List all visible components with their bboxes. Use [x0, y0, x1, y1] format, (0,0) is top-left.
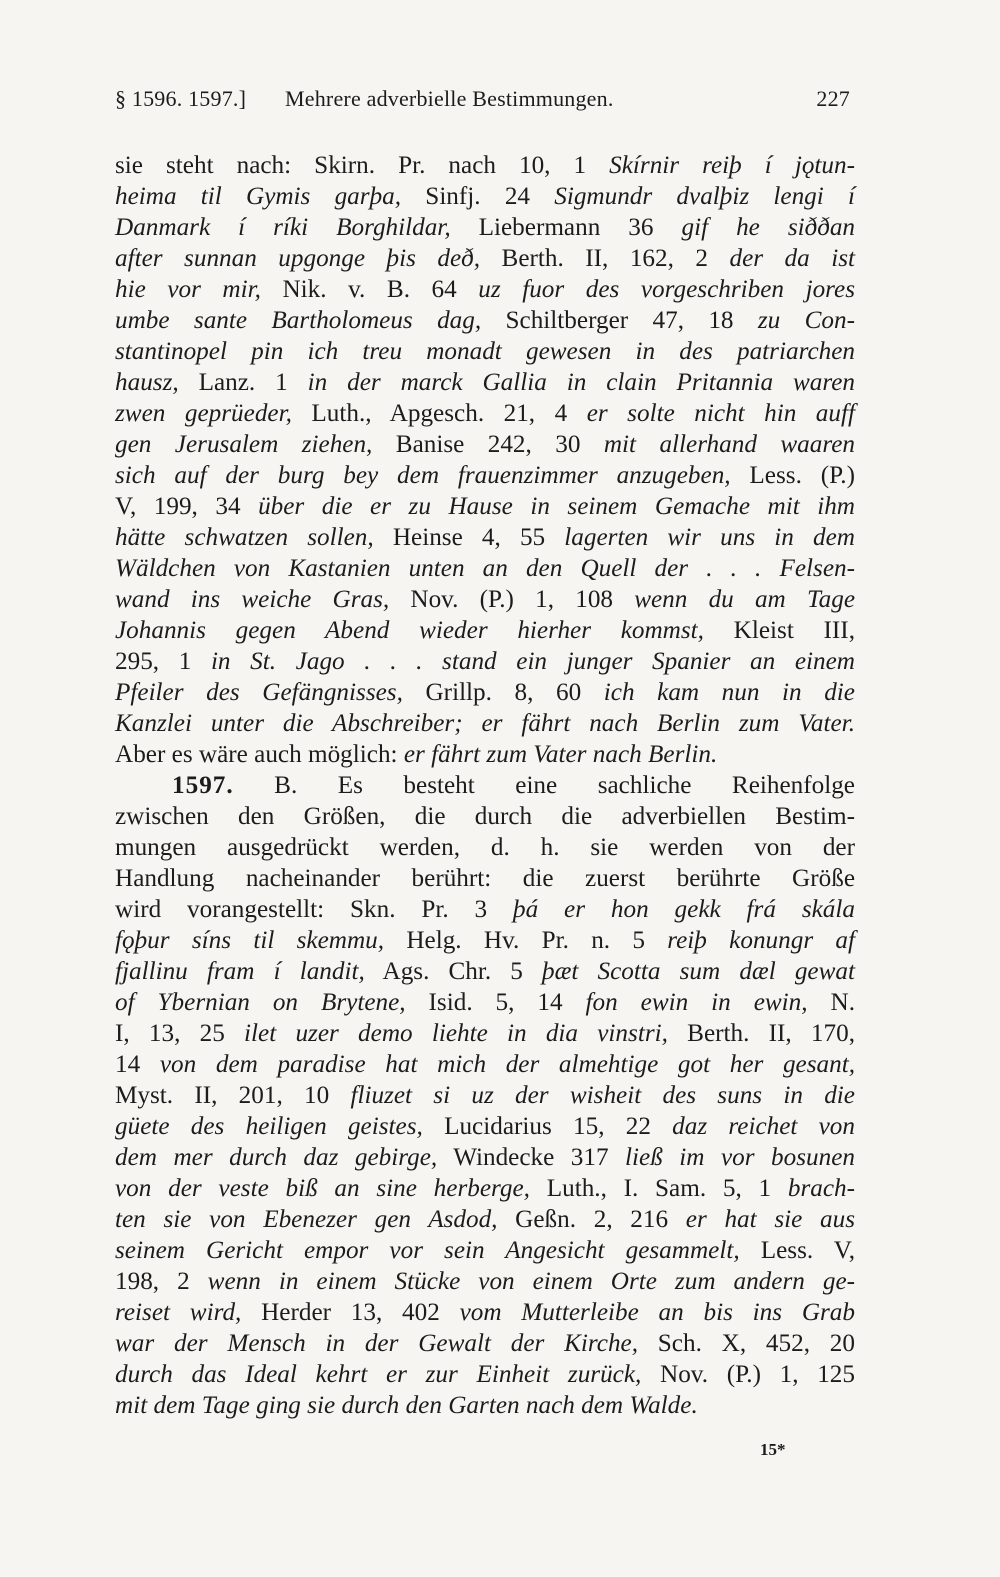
italic-quotation: daz reichet von: [672, 1113, 855, 1140]
italic-quotation: reiþ konungr af: [667, 927, 855, 954]
italic-quotation: er hat sie aus: [685, 1206, 855, 1233]
page-number: 227: [816, 86, 850, 111]
text-line: [115, 1297, 855, 1328]
plain-text: Sinfj. 24: [401, 183, 555, 210]
text-line: [115, 274, 855, 305]
italic-quotation: wenn du am Tage: [634, 586, 856, 613]
text-line: [115, 770, 855, 801]
text-line: [115, 553, 855, 584]
italic-quotation: Wäldchen von Kastanien unten an den Quell der . . . Felsen-: [115, 555, 855, 582]
italic-quotation: ten sie von Ebenezer gen Asdod,: [115, 1206, 498, 1233]
plain-text: Grillp. 8, 60: [402, 679, 604, 706]
italic-quotation: fon ewin in ewin,: [585, 989, 808, 1016]
plain-text: Nov. (P.) 1, 108: [389, 586, 635, 613]
text-line: [115, 1359, 855, 1390]
text-line: [115, 1018, 855, 1049]
italic-quotation: þá er hon gekk frá skála: [513, 896, 855, 923]
plain-text: Nik. v. B. 64: [260, 276, 479, 303]
italic-quotation: fǫþur síns til skemmu,: [115, 927, 385, 954]
text-line: [115, 181, 855, 212]
italic-quotation: mit dem Tage ging sie durch den Garten nach dem Walde.: [115, 1392, 698, 1419]
plain-text: Lucidarius 15, 22: [422, 1113, 673, 1140]
italic-quotation: Kanzlei unter die Abschreiber; er fährt nach Berlin zum Vater.: [115, 710, 855, 737]
italic-quotation: in der marck Gallia in clain Pritannia waren: [307, 369, 856, 396]
italic-quotation: ilet uzer demo liehte in dia vinstri,: [244, 1020, 668, 1047]
text-line: [115, 863, 855, 894]
italic-quotation: der da ist: [729, 245, 855, 272]
italic-quotation: hätte schwatzen sollen,: [115, 524, 374, 551]
plain-text: Berth. II, 162, 2: [480, 245, 730, 272]
text-line: [115, 305, 855, 336]
plain-text: Luth., Apgesch. 21, 4: [291, 400, 587, 427]
text-line: [115, 677, 855, 708]
text-line: [115, 336, 855, 367]
plain-text: Liebermann 36: [450, 214, 682, 241]
italic-quotation: Danmark í ríki Borghildar,: [115, 214, 451, 241]
body-text: [115, 150, 855, 1421]
plain-text: Sch. X, 452, 20: [638, 1330, 855, 1357]
text-line: [115, 1235, 855, 1266]
italic-quotation: lagerten wir uns in dem: [564, 524, 855, 551]
italic-quotation: wand ins weiche Gras,: [115, 586, 390, 613]
text-line: [115, 1390, 855, 1421]
text-line: [115, 646, 855, 677]
italic-quotation: war der Mensch in der Gewalt der Kirche,: [115, 1330, 639, 1357]
plain-text: Herder 13, 402: [241, 1299, 460, 1326]
text-line: [115, 1049, 855, 1080]
plain-text: Schiltberger 47, 18: [481, 307, 758, 334]
italic-quotation: stantinopel pin ich treu monadt gewesen in des patriarchen: [115, 338, 855, 365]
italic-quotation: reiset wird,: [115, 1299, 242, 1326]
plain-text: Nov. (P.) 1, 125: [641, 1361, 855, 1388]
text-line: [115, 1328, 855, 1359]
text-line: [115, 1142, 855, 1173]
plain-text: sie steht nach: Skirn. Pr. nach 10, 1: [115, 152, 610, 179]
plain-text: N.: [807, 989, 856, 1016]
plain-text: I, 13, 25: [115, 1020, 245, 1047]
text-line: [115, 243, 855, 274]
text-line: [115, 1080, 855, 1111]
text-line: [115, 491, 855, 522]
plain-text: Lanz. 1: [178, 369, 308, 396]
plain-text: Aber es wäre auch möglich:: [115, 741, 404, 768]
italic-quotation: dem mer durch daz gebirge,: [115, 1144, 438, 1171]
italic-quotation: ließ im vor bosunen: [625, 1144, 855, 1171]
italic-quotation: über die er zu Hause in seinem Gemache mit ihm: [258, 493, 855, 520]
text-line: [115, 1266, 855, 1297]
italic-quotation: güete des heiligen geistes,: [115, 1113, 423, 1140]
italic-quotation: fliuzet si uz der wisheit des suns in die: [350, 1082, 855, 1109]
plain-text: 198, 2: [115, 1268, 208, 1295]
italic-quotation: heima til Gymis garþa,: [115, 183, 402, 210]
text-line: [115, 367, 855, 398]
italic-quotation: of Ybernian on Brytene,: [115, 989, 406, 1016]
italic-quotation: Sigmundr dvalþiz lengi í: [554, 183, 855, 210]
italic-quotation: umbe sante Bartholomeus dag,: [115, 307, 482, 334]
italic-quotation: er solte nicht hin auff: [586, 400, 855, 427]
section-reference: § 1596. 1597.]: [115, 86, 247, 111]
italic-quotation: ich kam nun in die: [603, 679, 855, 706]
plain-text: Geßn. 2, 216: [497, 1206, 686, 1233]
text-line: [115, 801, 855, 832]
italic-quotation: uz fuor des vorgeschriben jores: [478, 276, 856, 303]
plain-text: mungen ausgedrückt werden, d. h. sie werden von der: [115, 834, 855, 861]
plain-text: Windecke 317: [437, 1144, 626, 1171]
italic-quotation: zu Con-: [757, 307, 855, 334]
text-line: [115, 398, 855, 429]
plain-text: 14: [115, 1051, 160, 1078]
plain-text: Less. (P.): [730, 462, 855, 489]
running-title: Mehrere adverbielle Bestimmungen.: [285, 86, 614, 111]
text-line: [115, 894, 855, 925]
text-line: [115, 522, 855, 553]
italic-quotation: Johannis gegen Abend wieder hierher kommst,: [115, 617, 704, 644]
text-line: [115, 987, 855, 1018]
italic-quotation: durch das Ideal kehrt er zur Einheit zurück,: [115, 1361, 642, 1388]
plain-text: Ags. Chr. 5: [364, 958, 543, 985]
italic-quotation: von dem paradise hat mich der almehtige got her gesant,: [159, 1051, 855, 1078]
italic-quotation: brach-: [787, 1175, 855, 1202]
italic-quotation: Pfeiler des Gefängnisses,: [115, 679, 403, 706]
text-line: [115, 739, 855, 770]
plain-text: zwischen den Größen, die durch die adverbiellen Bestim-: [115, 803, 855, 830]
plain-text: 295, 1: [115, 648, 211, 675]
plain-text: Kleist III,: [703, 617, 855, 644]
text-line: [115, 925, 855, 956]
italic-quotation: zwen geprüeder,: [115, 400, 292, 427]
italic-quotation: sich auf der burg bey dem frauenzimmer anzugeben,: [115, 462, 731, 489]
text-line: [115, 615, 855, 646]
plain-text: Myst. II, 201, 10: [115, 1082, 351, 1109]
italic-quotation: von der veste biß an sine herberge,: [115, 1175, 530, 1202]
italic-quotation: after sunnan upgonge þis deð,: [115, 245, 481, 272]
signature-mark: 15*: [760, 1440, 786, 1459]
text-line: [115, 1204, 855, 1235]
italic-quotation: wenn in einem Stücke von einem Orte zum andern ge-: [207, 1268, 856, 1295]
plain-text: Banise 242, 30: [372, 431, 604, 458]
plain-text: Heinse 4, 55: [373, 524, 565, 551]
italic-quotation: þæt Scotta sum dæl gewat: [542, 958, 855, 985]
italic-quotation: er fährt zum Vater nach Berlin.: [403, 741, 718, 768]
italic-quotation: fjallinu fram í landit,: [115, 958, 365, 985]
plain-text: wird vorangestellt: Skn. Pr. 3: [115, 896, 513, 923]
text-line: [115, 460, 855, 491]
text-line: [115, 708, 855, 739]
italic-quotation: gif he siððan: [681, 214, 856, 241]
italic-quotation: Skírnir reiþ í jǫtun-: [609, 152, 855, 179]
running-header: [115, 86, 850, 112]
text-line: [115, 212, 855, 243]
italic-quotation: hie vor mir,: [115, 276, 261, 303]
italic-quotation: vom Mutterleibe an bis ins Grab: [459, 1299, 855, 1326]
paragraph-opening: B. Es besteht eine sachliche Reihenfolge: [233, 772, 855, 799]
paragraph-number: 1597.: [172, 772, 234, 799]
italic-quotation: mit allerhand waaren: [603, 431, 855, 458]
text-line: [115, 832, 855, 863]
plain-text: Luth., I. Sam. 5, 1: [529, 1175, 788, 1202]
text-line: [115, 584, 855, 615]
plain-text: Handlung nacheinander berührt: die zuerst berührte Größe: [115, 865, 855, 892]
text-line: [115, 956, 855, 987]
italic-quotation: seinem Gericht empor vor sein Angesicht gesammelt,: [115, 1237, 740, 1264]
plain-text: Less. V,: [739, 1237, 856, 1264]
plain-text: V, 199, 34: [115, 493, 259, 520]
italic-quotation: in St. Jago . . . stand ein junger Spanier an einem: [210, 648, 855, 675]
italic-quotation: gen Jerusalem ziehen,: [115, 431, 373, 458]
italic-quotation: hausz,: [115, 369, 179, 396]
plain-text: Isid. 5, 14: [405, 989, 586, 1016]
text-line: [115, 1111, 855, 1142]
text-line: [115, 429, 855, 460]
text-line: [115, 1173, 855, 1204]
plain-text: Berth. II, 170,: [667, 1020, 856, 1047]
plain-text: Helg. Hv. Pr. n. 5: [384, 927, 668, 954]
text-line: [115, 150, 855, 181]
